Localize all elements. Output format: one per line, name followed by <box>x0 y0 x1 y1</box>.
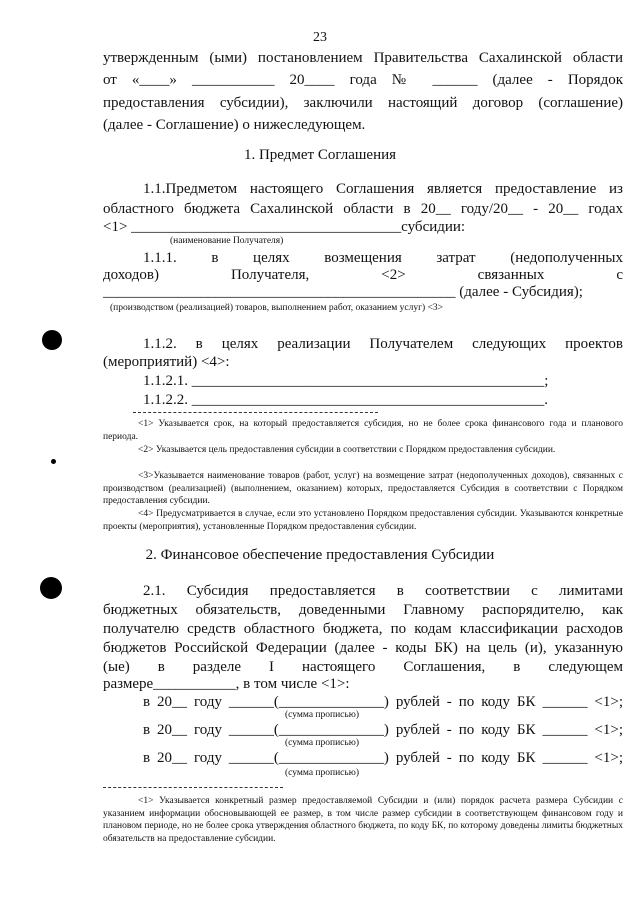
punch-hole-top <box>42 330 62 350</box>
punch-hole-bottom <box>40 577 62 599</box>
paragraph-1-1-1-line-1: 1.1.1. в целях возмещения затрат (недополученных <box>143 250 623 266</box>
item-1-1-2-2: 1.1.2.2. _______________________________________________. <box>143 392 548 408</box>
intro-line-1: утвержденным (ыми) постановлением Правительства Сахалинской области <box>103 50 623 66</box>
section-2-title: 2. Финансовое обеспечение предоставления Субсидии <box>145 547 495 563</box>
section-1-title: 1. Предмет Соглашения <box>243 147 397 163</box>
caption-sum-2: (сумма прописью) <box>285 738 359 748</box>
caption-production: (производством (реализацией) товаров, выполнением работ, оказанием услуг) <3> <box>110 303 444 313</box>
punch-hole-mark <box>51 459 56 464</box>
paragraph-1-1-1-line-3: _______________________________________________ (далее - Субсидия); <box>103 284 583 300</box>
caption-sum-3: (сумма прописью) <box>285 768 359 778</box>
paragraph-1-1-2-line-2: (мероприятий) <4>: <box>103 354 230 370</box>
paragraph-2-1-line-2: бюджетных обязательств, доведенными Главному распорядителю, как <box>103 602 623 618</box>
footnote-2: <2> Указывается цель предоставления субсидии в соответствии с Порядком предоставления субсидии. <box>138 445 556 455</box>
paragraph-2-1-line-4: бюджетов Российской Федерации (далее - коды БК) на цель (и), указанную <box>103 640 623 656</box>
paragraph-2-1-line-1: 2.1. Субсидия предоставляется в соответствии с лимитами <box>143 583 623 599</box>
amount-row-3: в 20__ году ______(______________) рублей - по коду БК ______ <1>; <box>143 750 623 766</box>
footnote-separator-1 <box>133 412 378 413</box>
caption-recipient-name: (наименование Получателя) <box>170 236 284 246</box>
footnote-1: <1> Указывается срок, на который предоставляется субсидия, но не более срока финансового года и планового периода. <box>103 419 623 442</box>
paragraph-2-1-line-3: получателю средств областного бюджета, по кодам классификации расходов <box>103 621 623 637</box>
amount-row-2: в 20__ году ______(______________) рублей - по коду БК ______ <1>; <box>143 722 623 738</box>
caption-sum-1: (сумма прописью) <box>285 710 359 720</box>
paragraph-1-1-line-2: областного бюджета Сахалинской области в 20__ году/20__ - 20__ годах <box>103 201 623 217</box>
paragraph-1-1-1-line-2: доходов) Получателя, <2> связанных с <box>103 267 623 283</box>
intro-line-4: (далее - Соглашение) о нижеследующем. <box>103 117 366 133</box>
paragraph-1-1-2-line-1: 1.1.2. в целях реализации Получателем следующих проектов <box>143 336 623 352</box>
footnote-4: <4> Предусматривается в случае, если это установлено Порядком предоставления субсидии. Указываются конкретные проекты (мероприятия), установленные Порядком предоставления субсидии. <box>103 509 623 532</box>
paragraph-2-1-line-5: (ые) в разделе I настоящего Соглашения, в следующем <box>103 659 623 675</box>
amount-row-1: в 20__ году ______(______________) рублей - по коду БК ______ <1>; <box>143 694 623 710</box>
intro-line-2: от «____» ___________ 20____ года № ______ (далее - Порядок <box>103 72 623 88</box>
paragraph-1-1-line-1: 1.1.Предметом настоящего Соглашения является предоставление из <box>143 181 623 197</box>
footnote-3: <3>Указывается наименование товаров (работ, услуг) на возмещение затрат (недополученных доходов), связанных с производством (реализацией) (выполнением, оказанием) которых, предоставляется Субсидия в соответствии с Порядком предоставления субсидии. <box>103 471 623 507</box>
footnote-separator-2 <box>103 787 283 788</box>
footnote-section-2: <1> Указывается конкретный размер предоставляемой Субсидии и (или) порядок расчета размера Субсидии с указанием информации обосновывающей ее размер, в том числе размер субсидии в соответствующем финансовом году и плановом периоде, но не более срока утверждения областного бюджета, по коду БК, по которому доведены лимиты бюджетных обязательств на предоставление субсидии. <box>103 796 623 844</box>
item-1-1-2-1: 1.1.2.1. _______________________________________________; <box>143 373 549 389</box>
intro-line-3: предоставления субсидии), заключили настоящий договор (соглашение) <box>103 95 623 111</box>
page-number: 23 <box>313 30 327 45</box>
paragraph-1-1-line-3: <1> ____________________________________субсидии: <box>103 219 466 235</box>
paragraph-2-1-line-6: размере___________, в том числе <1>: <box>103 676 350 692</box>
